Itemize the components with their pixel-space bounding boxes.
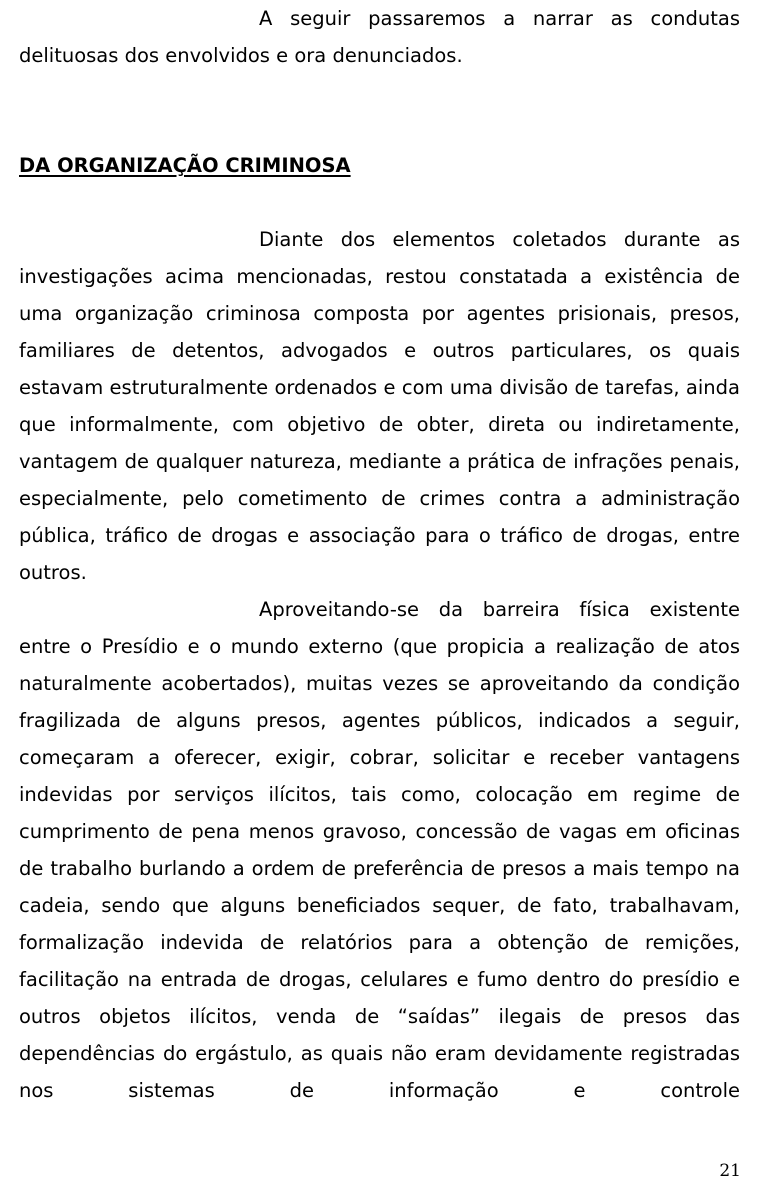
paragraph-organizacao: Diante dos elementos coletados durante as investigações acima mencionadas, restou constatada a existência de uma organização criminosa composta por agentes prisionais, presos, familiares de detentos, advogados e outros particulares, os quais estavam estruturalmente ordenados e com uma divisão de tarefas, ainda que informalmente, com objetivo de obter, direta ou indiretamente, vantagem de qualquer natureza, mediante a prática de infrações penais, especialmente, pelo cometimento de crimes contra a administração pública, tráfico de drogas e associação para o tráfico de drogas, entre outros. (19, 228, 740, 584)
body-text (19, 221, 740, 1109)
paragraph-aproveitando: Aproveitando-se da barreira física existente entre o Presídio e o mundo externo (que propicia a realização de atos naturalmente acobertados), muitas vezes se aproveitando da condição fragilizada de alguns presos, agentes públicos, indicados a seguir, começaram a oferecer, exigir, cobrar, solicitar e receber vantagens indevidas por serviços ilícitos, tais como, colocação em regime de cumprimento de pena menos gravoso, concessão de vagas em oficinas de trabalho burlando a ordem de preferência de presos a mais tempo na cadeia, sendo que alguns beneficiados sequer, de fato, trabalhavam, formalização indevida de relatórios para a obtenção de remições, facilitação na entrada de drogas, celulares e fumo dentro do presídio e outros objetos ilícitos, venda de “saídas” ilegais de presos das dependências do ergástulo, as quais não eram devidamente registradas nos sistemas de informação e controle (19, 598, 740, 1102)
section-heading: DA ORGANIZAÇÃO CRIMINOSA (19, 154, 351, 177)
intro-paragraph: A seguir passaremos a narrar as condutas delituosas dos envolvidos e ora denunciados. (19, 7, 740, 67)
page-number: 21 (719, 1161, 741, 1181)
